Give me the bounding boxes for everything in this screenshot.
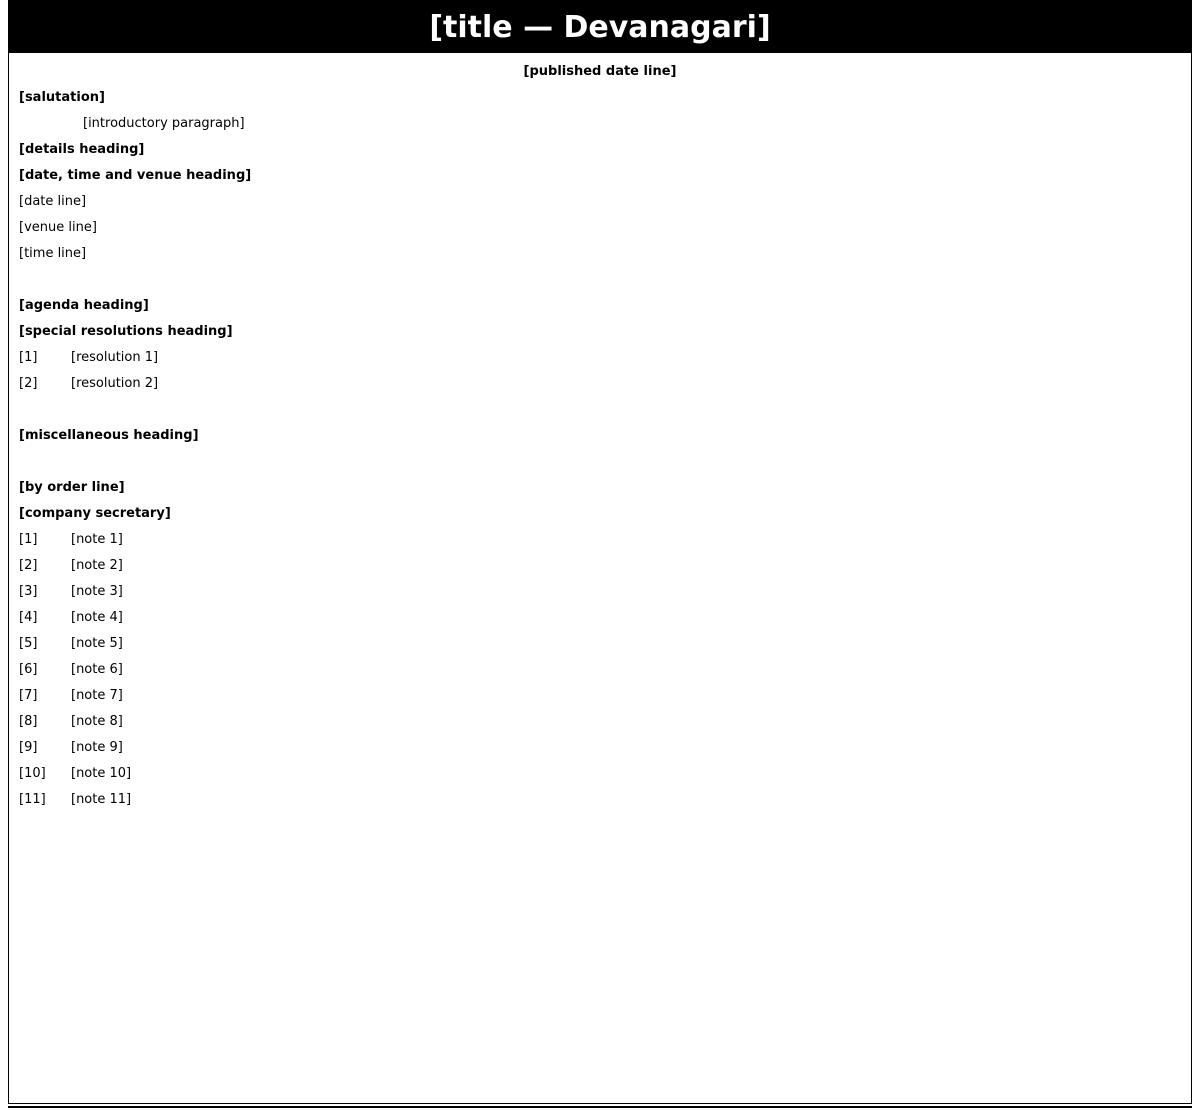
details-heading: [details heading] bbox=[19, 142, 145, 157]
meeting-date: [date line] bbox=[19, 194, 87, 209]
salutation: [salutation] bbox=[19, 90, 105, 105]
note-text: [note 10] bbox=[71, 766, 132, 781]
bottom-rule bbox=[8, 1106, 1192, 1108]
special-heading: [special resolutions heading] bbox=[19, 324, 233, 339]
venue-heading: [date, time and venue heading] bbox=[19, 168, 252, 183]
meeting-place: [venue line] bbox=[19, 220, 97, 235]
note-text: [note 6] bbox=[71, 662, 123, 677]
item-number: [1] bbox=[19, 350, 38, 365]
note-text: [note 1] bbox=[71, 532, 123, 547]
note-number: [8] bbox=[19, 714, 38, 729]
note-number: [3] bbox=[19, 584, 38, 599]
note-item bbox=[19, 605, 1181, 631]
published-date: [published date line] bbox=[523, 64, 677, 79]
note-number: [11] bbox=[19, 792, 46, 807]
item-number: [2] bbox=[19, 376, 38, 391]
note-text: [note 8] bbox=[71, 714, 123, 729]
notice bbox=[8, 0, 1192, 1104]
note-number: [10] bbox=[19, 766, 46, 781]
meeting-time: [time line] bbox=[19, 246, 87, 261]
company-secretary: [company secretary] bbox=[19, 506, 171, 521]
note-item bbox=[19, 579, 1181, 605]
note-item bbox=[19, 657, 1181, 683]
note-item bbox=[19, 527, 1181, 553]
note-text: [note 9] bbox=[71, 740, 123, 755]
item-text: [resolution 1] bbox=[71, 350, 159, 365]
note-item bbox=[19, 761, 1181, 787]
note-item bbox=[19, 631, 1181, 657]
note-text: [note 5] bbox=[71, 636, 123, 651]
agenda-heading: [agenda heading] bbox=[19, 298, 149, 313]
note-text: [note 3] bbox=[71, 584, 123, 599]
note-number: [9] bbox=[19, 740, 38, 755]
note-number: [2] bbox=[19, 558, 38, 573]
note-number: [4] bbox=[19, 610, 38, 625]
item-text: [resolution 2] bbox=[71, 376, 159, 391]
note-number: [5] bbox=[19, 636, 38, 651]
note-number: [1] bbox=[19, 532, 38, 547]
note-item bbox=[19, 787, 1181, 813]
special-item bbox=[19, 371, 1181, 397]
note-text: [note 4] bbox=[71, 610, 123, 625]
note-number: [7] bbox=[19, 688, 38, 703]
note-item bbox=[19, 709, 1181, 735]
note-text: [note 2] bbox=[71, 558, 123, 573]
note-item bbox=[19, 553, 1181, 579]
note-text: [note 7] bbox=[71, 688, 123, 703]
special-item bbox=[19, 345, 1181, 371]
note-number: [6] bbox=[19, 662, 38, 677]
by-order: [by order line] bbox=[19, 480, 125, 495]
note-item bbox=[19, 735, 1181, 761]
misc-heading: [miscellaneous heading] bbox=[19, 428, 199, 443]
intro-paragraph: [introductory paragraph] bbox=[83, 116, 245, 131]
note-text: [note 11] bbox=[71, 792, 132, 807]
note-item bbox=[19, 683, 1181, 709]
notice-title: [title — Devanagari] bbox=[9, 1, 1191, 53]
